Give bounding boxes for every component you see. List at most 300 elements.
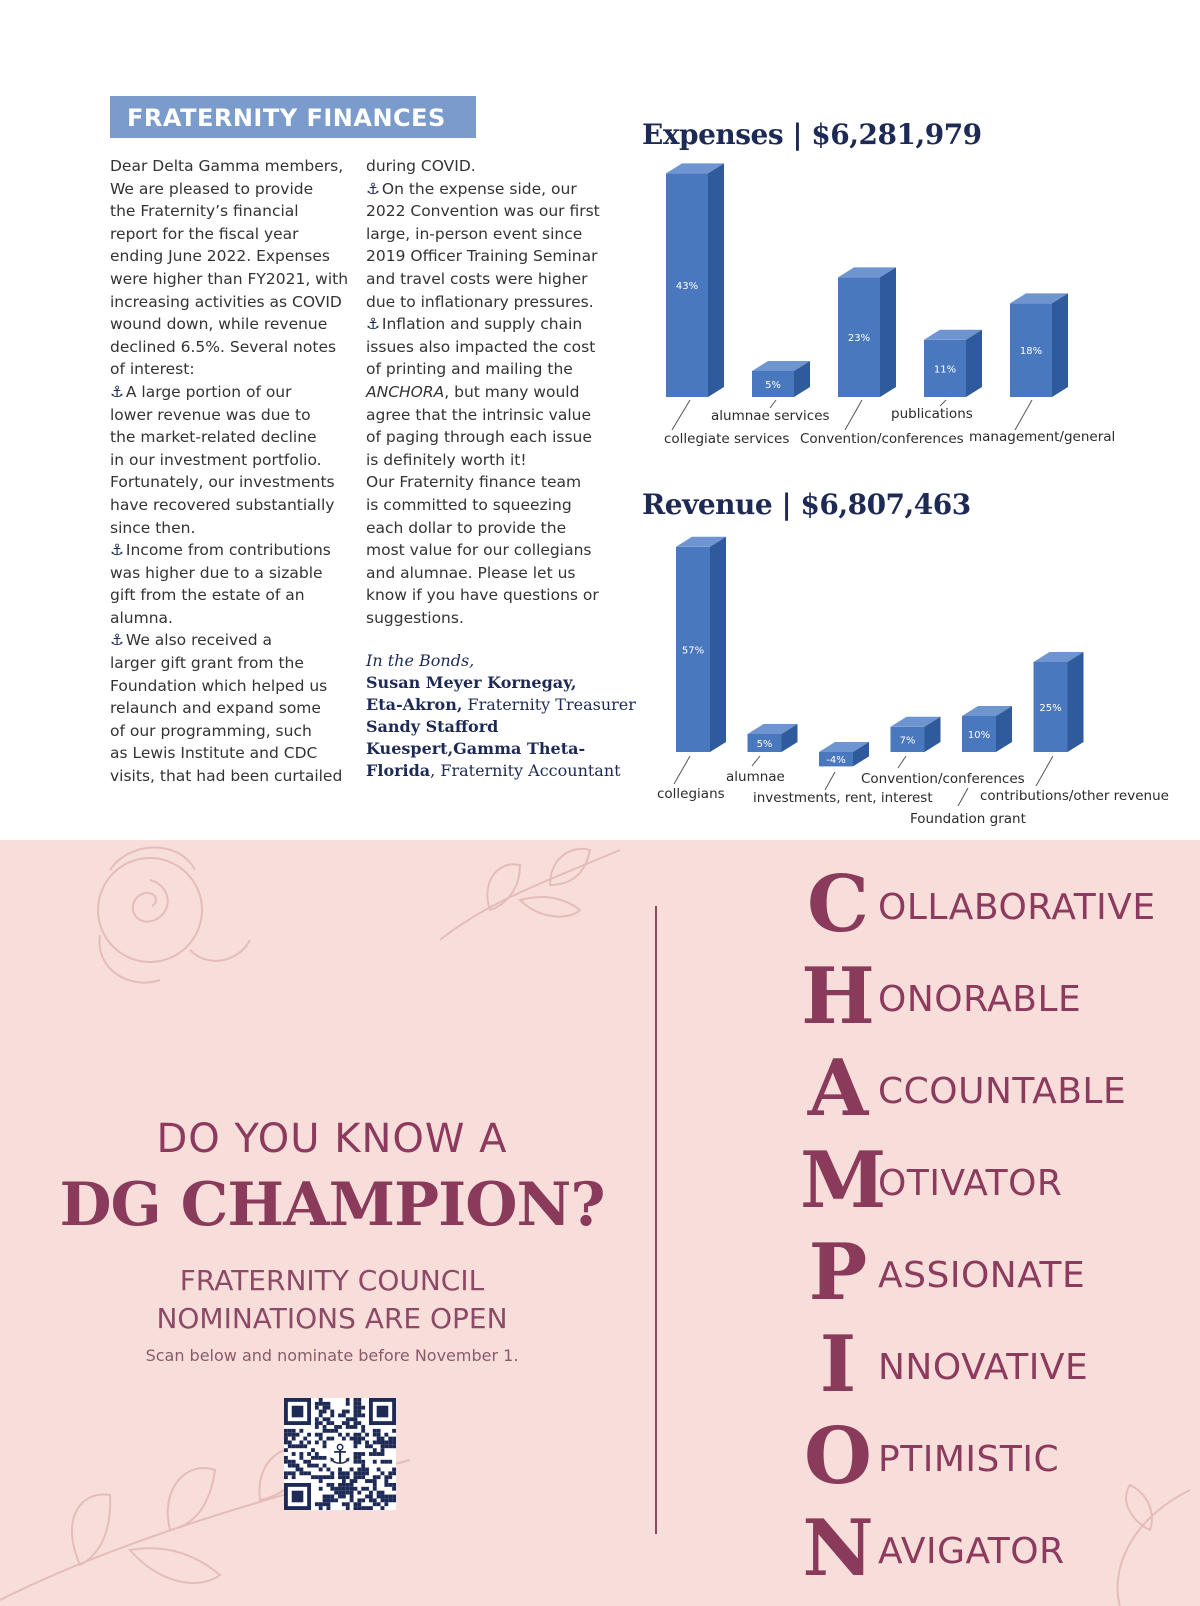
qr-module [388, 1495, 392, 1499]
qr-module [357, 1421, 361, 1425]
qr-module [323, 1429, 327, 1433]
qr-module [388, 1483, 392, 1487]
letter-text: alumna. [110, 608, 173, 627]
qr-module [373, 1475, 377, 1479]
qr-module [381, 1460, 385, 1464]
qr-module [288, 1429, 292, 1433]
qr-module [338, 1495, 342, 1499]
qr-module [330, 1413, 334, 1417]
letter-text: the market-related decline [110, 428, 317, 447]
qr-module [292, 1452, 296, 1456]
qr-module [350, 1425, 354, 1429]
promo-question-line: DO YOU KNOW A [156, 1116, 508, 1162]
data-label: -4% [826, 755, 846, 767]
champion-promo-section [0, 840, 1200, 1606]
qr-module [373, 1502, 377, 1506]
qr-module [338, 1425, 342, 1429]
anchor-bullet-icon: ⚓ [366, 315, 380, 334]
bar-side-face [710, 537, 726, 752]
qr-module [342, 1483, 346, 1487]
leader-line [825, 772, 835, 790]
bar-side-face [1068, 652, 1084, 752]
anchor-bullet-icon: ⚓ [110, 631, 124, 650]
acrostic-initial: A [807, 1043, 869, 1134]
qr-module [377, 1437, 381, 1441]
qr-module [319, 1413, 323, 1417]
qr-module [350, 1483, 354, 1487]
qr-module [311, 1464, 315, 1468]
letter-text: 2022 Convention was our first [366, 202, 600, 221]
qr-module [292, 1464, 296, 1468]
qr-module [388, 1440, 392, 1444]
qr-module [357, 1502, 361, 1506]
qr-module [369, 1452, 373, 1456]
qr-module [296, 1444, 300, 1448]
qr-module [354, 1433, 358, 1437]
qr-module [319, 1487, 323, 1491]
qr-module [388, 1460, 392, 1464]
qr-module [288, 1444, 292, 1448]
qr-module [365, 1444, 369, 1448]
qr-module [354, 1444, 358, 1448]
qr-code-icon[interactable] [284, 1398, 396, 1510]
letter-text: issues also impacted the cost [366, 337, 596, 356]
qr-module [384, 1502, 388, 1506]
qr-module [354, 1479, 358, 1483]
qr-module [288, 1460, 292, 1464]
qr-module [342, 1491, 346, 1495]
leaf-branch-icon [430, 840, 630, 950]
qr-module [354, 1398, 358, 1402]
qr-module [338, 1471, 342, 1475]
qr-module [346, 1487, 350, 1491]
qr-module [384, 1460, 388, 1464]
qr-module [330, 1471, 334, 1475]
qr-module [338, 1433, 342, 1437]
qr-module [357, 1437, 361, 1441]
qr-module [357, 1440, 361, 1444]
qr-module [338, 1413, 342, 1417]
letter-text: of printing and mailing the [366, 360, 573, 379]
category-label: Foundation grant [910, 811, 1026, 827]
qr-module [307, 1440, 311, 1444]
qr-module [381, 1440, 385, 1444]
letter-text: 2019 Officer Training Seminar [366, 247, 598, 266]
qr-module [361, 1475, 365, 1479]
qr-module [361, 1471, 365, 1475]
qr-module [357, 1406, 361, 1410]
qr-finder-inner [292, 1491, 304, 1503]
qr-module [373, 1498, 377, 1502]
qr-module [330, 1429, 334, 1433]
qr-module [384, 1433, 388, 1437]
qr-module [338, 1487, 342, 1491]
qr-module [303, 1460, 307, 1464]
acrostic-initial: I [819, 1319, 857, 1410]
qr-module [334, 1498, 338, 1502]
qr-module [377, 1440, 381, 1444]
qr-module [319, 1410, 323, 1414]
qr-module [342, 1471, 346, 1475]
qr-module [326, 1421, 330, 1425]
qr-module [377, 1452, 381, 1456]
letter-text: We also received a [125, 631, 272, 650]
letter-text: and alumnae. Please let us [366, 563, 576, 582]
qr-module [361, 1487, 365, 1491]
qr-module [357, 1402, 361, 1406]
qr-module [361, 1460, 365, 1464]
letter-text: larger gift grant from the [110, 654, 304, 673]
qr-module [354, 1417, 358, 1421]
qr-module [315, 1456, 319, 1460]
acrostic-initial: H [801, 951, 875, 1042]
banner-title: FRATERNITY FINANCES [127, 104, 446, 132]
letter-text: declined 6.5%. Several notes [110, 337, 337, 356]
qr-module [354, 1502, 358, 1506]
letter-text: was higher due to a sizable [110, 563, 323, 582]
qr-module [323, 1425, 327, 1429]
letter-text: large, in-person event since [366, 224, 583, 243]
qr-module [369, 1444, 373, 1448]
leader-line [1015, 400, 1032, 430]
qr-module [334, 1425, 338, 1429]
acrostic-word: PTIMISTIC [878, 1439, 1060, 1480]
signer-2-name-cont: Kuespert, [366, 739, 454, 758]
letter-text: as Lewis Institute and CDC [110, 744, 318, 763]
qr-module [357, 1413, 361, 1417]
letter-text: of paging through each issue [366, 428, 592, 447]
qr-module [381, 1471, 385, 1475]
qr-module [377, 1433, 381, 1437]
letter-text: Our Fraternity finance team [366, 473, 582, 492]
letter-text: have recovered substantially [110, 495, 335, 514]
qr-module [384, 1444, 388, 1448]
anchor-bullet-icon: ⚓ [110, 382, 124, 401]
qr-module [330, 1421, 334, 1425]
data-label: 23% [847, 333, 871, 345]
qr-module [361, 1452, 365, 1456]
qr-module [284, 1475, 288, 1479]
anchor-bullet-icon: ⚓ [366, 179, 380, 198]
qr-module [330, 1495, 334, 1499]
letter-text: Inflation and supply chain [381, 315, 583, 334]
qr-module [384, 1483, 388, 1487]
qr-module [357, 1468, 361, 1472]
acrostic-word: NNOVATIVE [878, 1347, 1089, 1388]
signer-1-chapter: Eta-Akron, [366, 695, 463, 714]
qr-module [369, 1506, 373, 1510]
qr-module [288, 1433, 292, 1437]
data-label: 43% [675, 281, 699, 293]
qr-module [388, 1475, 392, 1479]
qr-module [369, 1495, 373, 1499]
qr-module [319, 1456, 323, 1460]
qr-module [323, 1406, 327, 1410]
leader-line [672, 400, 690, 430]
qr-module [330, 1487, 334, 1491]
acrostic-initial: N [802, 1503, 874, 1594]
qr-module [346, 1425, 350, 1429]
qr-module [357, 1456, 361, 1460]
qr-module [346, 1421, 350, 1425]
letter-text: each dollar to provide the [366, 518, 567, 537]
qr-module [326, 1495, 330, 1499]
qr-module [346, 1402, 350, 1406]
qr-module [381, 1498, 385, 1502]
letter-text: is definitely worth it! [366, 450, 527, 469]
qr-module [381, 1448, 385, 1452]
leader-line [674, 756, 690, 784]
qr-module [303, 1471, 307, 1475]
acrostic-initial: P [808, 1227, 868, 1318]
qr-module [326, 1475, 330, 1479]
letter-text: of our programming, such [110, 721, 312, 740]
qr-module [346, 1471, 350, 1475]
letter-text: gift from the estate of an [110, 586, 305, 605]
letter-text: increasing activities as COVID [110, 292, 342, 311]
qr-module [307, 1471, 311, 1475]
qr-module [346, 1491, 350, 1495]
acrostic-word: ONORABLE [878, 979, 1082, 1020]
qr-module [361, 1413, 365, 1417]
qr-module [311, 1475, 315, 1479]
qr-module [315, 1402, 319, 1406]
bar-side-face [1052, 293, 1068, 397]
qr-module [319, 1479, 323, 1483]
qr-module [361, 1437, 365, 1441]
qr-module [330, 1498, 334, 1502]
qr-module [377, 1495, 381, 1499]
qr-module [392, 1495, 396, 1499]
promo-subhead-1: FRATERNITY COUNCIL [179, 1264, 485, 1297]
qr-module [350, 1487, 354, 1491]
qr-module [392, 1498, 396, 1502]
category-label: Convention/conferences [800, 431, 964, 447]
category-label: Convention/conferences [861, 771, 1025, 787]
letter-text: On the expense side, our [381, 179, 577, 198]
qr-module [350, 1491, 354, 1495]
qr-module [365, 1471, 369, 1475]
qr-module [319, 1402, 323, 1406]
qr-module [384, 1495, 388, 1499]
qr-module [354, 1456, 358, 1460]
qr-module [377, 1429, 381, 1433]
qr-module [384, 1498, 388, 1502]
letter-text: know if you have questions or [366, 586, 599, 605]
qr-module [334, 1487, 338, 1491]
qr-module [288, 1471, 292, 1475]
qr-module [284, 1460, 288, 1464]
bar-side-face [880, 267, 896, 397]
qr-module [319, 1475, 323, 1479]
qr-module [330, 1475, 334, 1479]
letter-text: wound down, while revenue [110, 315, 328, 334]
data-label: 10% [967, 730, 991, 741]
letter-text: Income from contributions [125, 541, 331, 560]
qr-module [315, 1475, 319, 1479]
qr-module [357, 1471, 361, 1475]
qr-module [292, 1429, 296, 1433]
qr-module [392, 1440, 396, 1444]
qr-module [292, 1437, 296, 1441]
category-label: collegiate services [664, 431, 790, 447]
qr-module [326, 1483, 330, 1487]
qr-module [381, 1506, 385, 1510]
qr-module [354, 1437, 358, 1441]
letter-text: agree that the intrinsic value [366, 405, 592, 424]
promo-headline: DG CHAMPION? [59, 1170, 605, 1240]
qr-module [323, 1475, 327, 1479]
qr-module [292, 1433, 296, 1437]
qr-module [377, 1502, 381, 1506]
qr-module [365, 1433, 369, 1437]
qr-module [354, 1460, 358, 1464]
acrostic-word: AVIGATOR [878, 1531, 1065, 1572]
qr-module [342, 1495, 346, 1499]
qr-module [354, 1421, 358, 1425]
promo-instruction: Scan below and nominate before November 1. [145, 1346, 519, 1365]
data-label: 25% [1039, 703, 1062, 714]
qr-module [303, 1437, 307, 1441]
letter-text: were higher than FY2021, with [110, 269, 349, 288]
data-label: 5% [765, 380, 781, 391]
qr-module [307, 1464, 311, 1468]
qr-module [388, 1498, 392, 1502]
qr-module [292, 1444, 296, 1448]
qr-module [365, 1495, 369, 1499]
letter-text: ending June 2022. Expenses [110, 247, 330, 266]
revenue-chart-title: Revenue | $6,807,463 [642, 488, 971, 521]
qr-module [338, 1491, 342, 1495]
letter-text: We are pleased to provide [110, 179, 314, 198]
leaf-decoration-icon [1090, 1480, 1200, 1606]
qr-module [357, 1460, 361, 1464]
qr-module [342, 1475, 346, 1479]
category-label: contributions/other revenue [980, 788, 1169, 804]
qr-module [342, 1487, 346, 1491]
qr-module [330, 1483, 334, 1487]
qr-module [373, 1448, 377, 1452]
qr-module [284, 1471, 288, 1475]
qr-module [361, 1506, 365, 1510]
data-label: 11% [933, 364, 957, 376]
qr-module [319, 1506, 323, 1510]
qr-module [357, 1491, 361, 1495]
qr-module [388, 1444, 392, 1448]
qr-module [392, 1444, 396, 1448]
acrostic-initial: O [804, 1411, 872, 1502]
qr-module [373, 1460, 377, 1464]
qr-module [338, 1483, 342, 1487]
expenses-chart-title: Expenses | $6,281,979 [642, 118, 982, 151]
qr-module [323, 1402, 327, 1406]
qr-module [338, 1475, 342, 1479]
qr-module [354, 1475, 358, 1479]
qr-module [346, 1502, 350, 1506]
qr-module [354, 1452, 358, 1456]
qr-module [307, 1460, 311, 1464]
qr-module [392, 1429, 396, 1433]
qr-module [373, 1487, 377, 1491]
acrostic-initial: M [800, 1135, 887, 1226]
letter-text: , but many would [444, 382, 580, 401]
qr-module [357, 1475, 361, 1479]
letter-text: due to inflationary pressures. [366, 292, 594, 311]
qr-module [361, 1429, 365, 1433]
qr-finder-inner [292, 1406, 304, 1418]
qr-module [334, 1491, 338, 1495]
qr-module [384, 1479, 388, 1483]
letter-text: the Fraternity’s financial [110, 202, 299, 221]
qr-module [323, 1495, 327, 1499]
qr-module [384, 1475, 388, 1479]
qr-module [381, 1452, 385, 1456]
qr-module [319, 1398, 323, 1402]
qr-module [342, 1413, 346, 1417]
qr-module [377, 1468, 381, 1472]
qr-module [299, 1429, 303, 1433]
letter-text: in our investment portfolio. [110, 450, 322, 469]
qr-module [365, 1479, 369, 1483]
rose-decoration-icon [40, 840, 260, 1010]
qr-module [334, 1429, 338, 1433]
data-label: 57% [681, 645, 705, 657]
signer-2-chapter-cont: Florida [366, 761, 431, 780]
qr-module [296, 1433, 300, 1437]
category-label: alumnae [726, 769, 785, 785]
qr-module [373, 1440, 377, 1444]
leader-line [1036, 756, 1053, 786]
qr-module [354, 1487, 358, 1491]
signer-2-chapter: Gamma Theta- [453, 739, 586, 758]
letter-text: visits, that had been curtailed [110, 767, 343, 786]
qr-module [323, 1498, 327, 1502]
qr-module [284, 1440, 288, 1444]
qr-module [354, 1413, 358, 1417]
qr-module [354, 1471, 358, 1475]
qr-module [381, 1495, 385, 1499]
qr-module [315, 1502, 319, 1506]
qr-module [354, 1406, 358, 1410]
qr-module [319, 1437, 323, 1441]
signer-2-name: Sandy Stafford [366, 717, 499, 736]
qr-module [288, 1464, 292, 1468]
qr-module [284, 1456, 288, 1460]
qr-module [346, 1433, 350, 1437]
qr-module [319, 1421, 323, 1425]
qr-module [342, 1421, 346, 1425]
publication-name: ANCHORA [366, 382, 445, 401]
qr-module [330, 1410, 334, 1414]
qr-module [292, 1471, 296, 1475]
qr-module [350, 1495, 354, 1499]
qr-module [365, 1487, 369, 1491]
qr-module [315, 1425, 319, 1429]
qr-module [296, 1468, 300, 1472]
qr-module [373, 1433, 377, 1437]
letter-text: and travel costs were higher [366, 269, 588, 288]
bar-side-face [966, 330, 982, 397]
qr-module [299, 1471, 303, 1475]
qr-module [357, 1398, 361, 1402]
qr-module [354, 1402, 358, 1406]
qr-module [315, 1421, 319, 1425]
qr-module [326, 1417, 330, 1421]
qr-module [326, 1498, 330, 1502]
qr-module [373, 1483, 377, 1487]
qr-module [354, 1410, 358, 1414]
qr-module [315, 1417, 319, 1421]
